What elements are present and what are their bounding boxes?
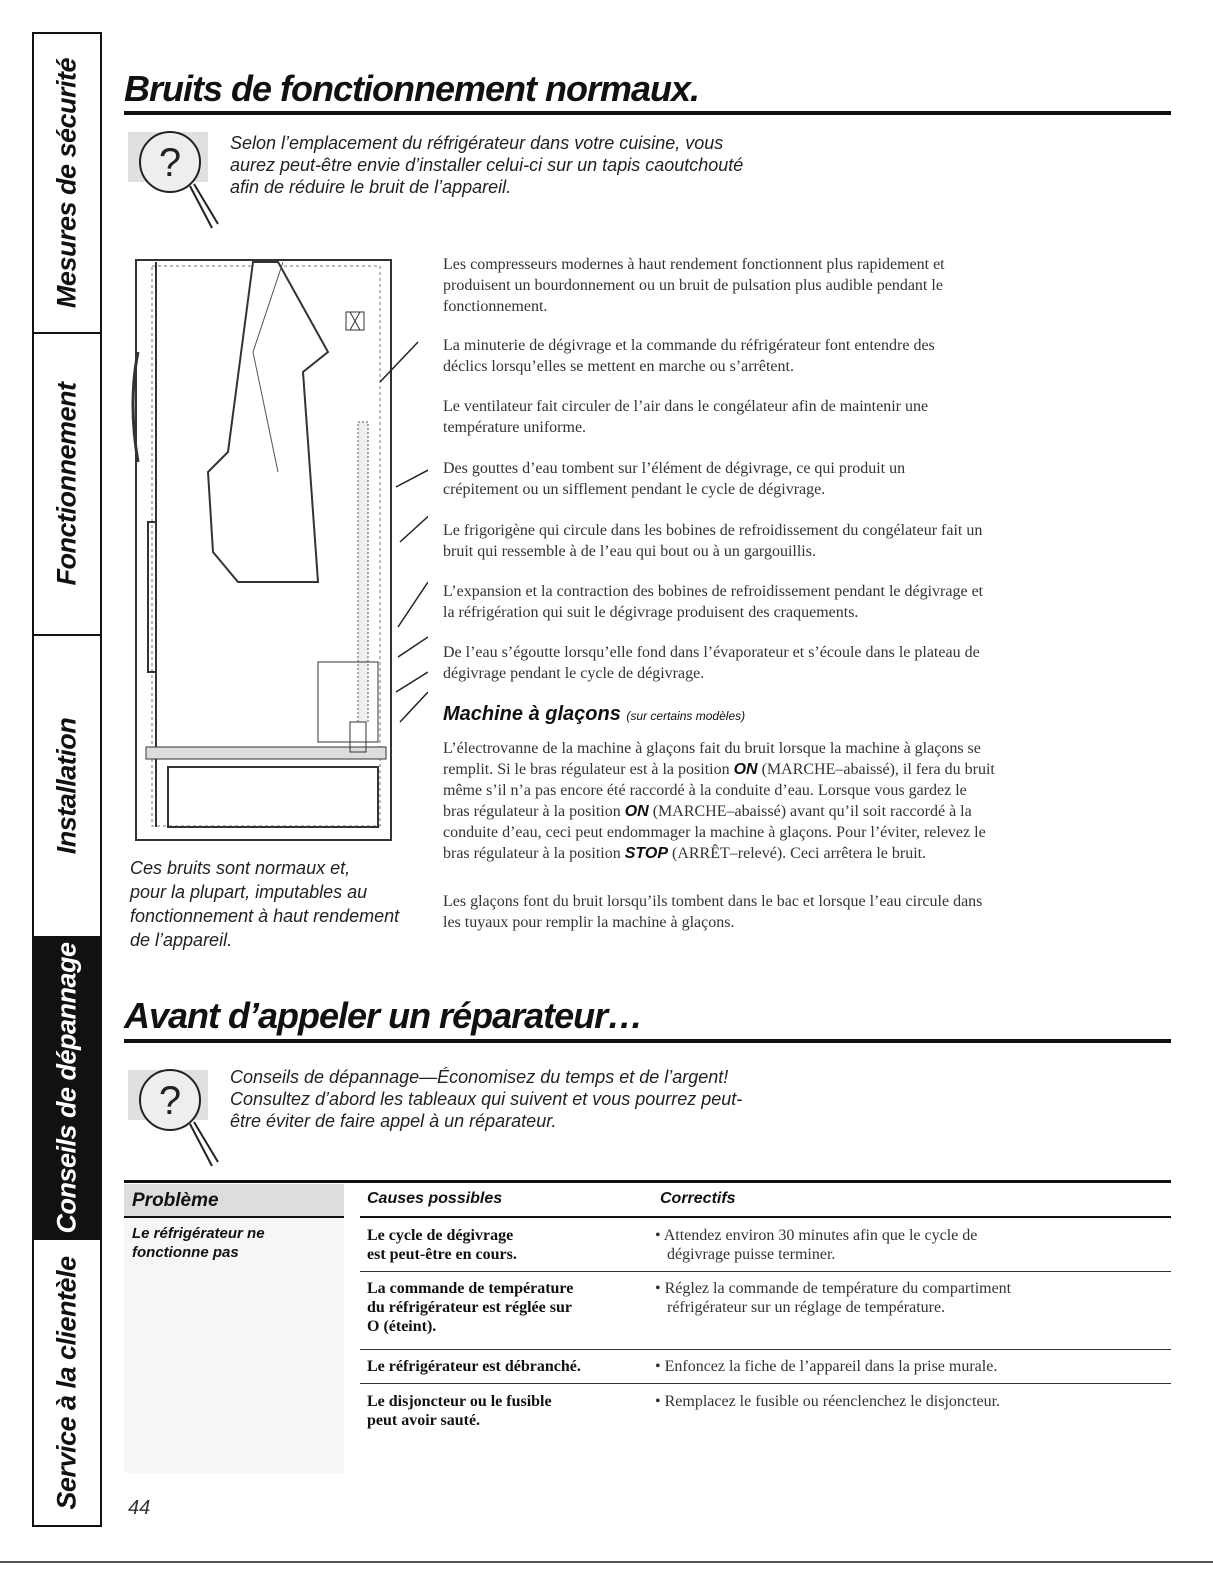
note-line bbox=[443, 843, 1143, 864]
note-line: Des gouttes d’eau tombent sur l’élément de dégivrage, ce qui produit un bbox=[443, 460, 906, 477]
note-line: crépitement ou un sifflement pendant le cycle de dégivrage. bbox=[443, 481, 826, 498]
caption-line: de l’appareil. bbox=[130, 930, 233, 950]
question-mark-icon bbox=[128, 124, 228, 234]
section-title-bruits: Bruits de fonctionnement normaux. bbox=[124, 68, 700, 109]
note-line: Les glaçons font du bruit lorsqu’ils tombent dans le bac et lorsque l’eau circule dans bbox=[443, 893, 983, 910]
footer-rule bbox=[0, 1561, 1213, 1563]
stop-label: STOP bbox=[624, 845, 668, 862]
row-rule bbox=[360, 1383, 1171, 1384]
tab-conseils-de-depannage[interactable] bbox=[34, 938, 100, 1240]
svg-text:?: ? bbox=[158, 1079, 182, 1123]
tab-label: Fonctionnement bbox=[51, 382, 82, 586]
note-line: la réfrigération qui suit le dégivrage produisent des craquements. bbox=[443, 604, 859, 621]
cause-row-1 bbox=[367, 1226, 517, 1264]
note-gouttes bbox=[443, 458, 1143, 500]
tab-mesures-de-securite[interactable] bbox=[34, 34, 100, 334]
fix-line: • Réglez la commande de température du compartiment bbox=[655, 1280, 1012, 1297]
illustration-caption bbox=[130, 856, 399, 952]
note-line: déclics lorsqu’elles se mettent en marche ou s’arrêtent. bbox=[443, 358, 794, 375]
ice-heading-text: Machine à glaçons bbox=[443, 703, 621, 725]
fix-line: • Enfoncez la fiche de l’appareil dans la prise murale. bbox=[655, 1358, 998, 1375]
tab-installation[interactable] bbox=[34, 636, 100, 938]
fix-row-3 bbox=[655, 1357, 1155, 1376]
note-line: Le ventilateur fait circuler de l’air dans le congélateur afin de maintenir une bbox=[443, 398, 929, 415]
note-line: les tuyaux pour remplir la machine à glaçons. bbox=[443, 914, 735, 931]
cause-row-3 bbox=[367, 1357, 581, 1376]
fix-line: • Remplacez le fusible ou réenclenchez le disjoncteur. bbox=[655, 1393, 1001, 1410]
text: bras régulateur à la position bbox=[443, 845, 625, 862]
fix-line: • Attendez environ 30 minutes afin que le cycle de bbox=[655, 1227, 978, 1244]
note-line: dégivrage pendant le cycle de dégivrage. bbox=[443, 665, 705, 682]
ice-heading-note: (sur certains modèles) bbox=[626, 709, 746, 723]
refrigerator-illustration bbox=[128, 252, 428, 852]
cause-line: O (éteint). bbox=[367, 1318, 437, 1335]
note-line: fonctionnement. bbox=[443, 298, 548, 315]
svg-text:?: ? bbox=[158, 141, 182, 185]
problem-line: Le réfrigérateur ne bbox=[132, 1225, 265, 1242]
note-line bbox=[443, 759, 1143, 780]
cause-line: est peut-être en cours. bbox=[367, 1246, 517, 1263]
note-expansion bbox=[443, 581, 1143, 623]
header-problem bbox=[124, 1184, 344, 1218]
cause-line: La commande de température bbox=[367, 1280, 574, 1297]
note-minuterie bbox=[443, 335, 1143, 377]
header-fixes: Correctifs bbox=[660, 1190, 736, 1207]
tab-label: Conseils de dépannage bbox=[51, 942, 82, 1234]
fix-line: réfrigérateur sur un réglage de température. bbox=[667, 1299, 946, 1316]
note-line: produisent un bourdonnement ou un bruit de pulsation plus audible pendant le bbox=[443, 277, 943, 294]
caption-line: Ces bruits sont normaux et, bbox=[130, 858, 351, 878]
text: remplit. Si le bras régulateur est à la position bbox=[443, 761, 734, 778]
side-tabs bbox=[32, 32, 102, 1527]
cause-line: du réfrigérateur est réglée sur bbox=[367, 1299, 572, 1316]
intro-line: aurez peut-être envie d’installer celui-ci sur un tapis caoutchouté bbox=[230, 155, 744, 175]
fix-row-1 bbox=[655, 1226, 1155, 1264]
intro-text-1 bbox=[230, 132, 830, 198]
section-title-avant: Avant d’appeler un réparateur… bbox=[124, 995, 643, 1036]
fix-line: dégivrage puisse terminer. bbox=[667, 1246, 836, 1263]
note-line: même s’il n’a pas encore été raccordé à la conduite d’eau. Lorsque vous gardez le bbox=[443, 782, 967, 799]
problem-text bbox=[132, 1224, 265, 1262]
intro-line: Conseils de dépannage—Économisez du temps et de l’argent! bbox=[230, 1067, 729, 1087]
tab-label: Installation bbox=[51, 717, 82, 855]
header-rule bbox=[360, 1216, 1171, 1218]
note-line: conduite d’eau, ceci peut endommager la machine à glaçons. Pour l’éviter, relevez le bbox=[443, 824, 986, 841]
page-number: 44 bbox=[128, 1497, 151, 1519]
on-label: ON bbox=[733, 761, 758, 778]
text: (ARRÊT–relevé). Ceci arrêtera le bruit. bbox=[668, 845, 927, 862]
section-rule bbox=[124, 1039, 1171, 1043]
cause-row-2 bbox=[367, 1279, 573, 1336]
note-compresseurs bbox=[443, 254, 1143, 317]
intro-text-2 bbox=[230, 1066, 830, 1132]
note-line: bruit qui ressemble à de l’eau qui bout ou à un gargouillis. bbox=[443, 543, 816, 560]
note-line bbox=[443, 801, 1143, 822]
caption-line: fonctionnement à haut rendement bbox=[130, 906, 400, 926]
ice-paragraph-2 bbox=[443, 891, 1143, 933]
cause-line: Le réfrigérateur est débranché. bbox=[367, 1358, 581, 1375]
caption-line: pour la plupart, imputables au bbox=[130, 882, 368, 902]
text: (MARCHE–abaissé), il fera du bruit bbox=[757, 761, 995, 778]
text: (MARCHE–abaissé) avant qu’il soit raccordé à la bbox=[648, 803, 972, 820]
tab-service-a-la-clientele[interactable] bbox=[34, 1240, 100, 1525]
question-mark-icon bbox=[128, 1062, 228, 1172]
row-rule bbox=[360, 1271, 1171, 1272]
header-problem-label: Problème bbox=[132, 1190, 219, 1211]
tab-fonctionnement[interactable] bbox=[34, 334, 100, 636]
ice-paragraph-1 bbox=[443, 738, 1143, 864]
text: bras régulateur à la position bbox=[443, 803, 625, 820]
note-line: température uniforme. bbox=[443, 419, 587, 436]
row-rule bbox=[360, 1349, 1171, 1350]
note-line: Les compresseurs modernes à haut rendement fonctionnent plus rapidement et bbox=[443, 256, 945, 273]
tab-label: Service à la clientèle bbox=[51, 1255, 82, 1510]
note-frigorigene bbox=[443, 520, 1143, 562]
header-causes: Causes possibles bbox=[367, 1190, 503, 1207]
cause-line: peut avoir sauté. bbox=[367, 1412, 481, 1429]
on-label: ON bbox=[624, 803, 649, 820]
table-top-rule bbox=[124, 1180, 1171, 1183]
note-line: L’expansion et la contraction des bobines de refroidissement pendant le dégivrage et bbox=[443, 583, 984, 600]
section-rule bbox=[124, 111, 1171, 115]
intro-line: Consultez d’abord les tableaux qui suivent et vous pourrez peut- bbox=[230, 1089, 743, 1109]
problem-line: fonctionne pas bbox=[132, 1244, 239, 1261]
cause-line: Le cycle de dégivrage bbox=[367, 1227, 514, 1244]
tab-label: Mesures de sécurité bbox=[51, 57, 82, 309]
intro-line: afin de réduire le bruit de l’appareil. bbox=[230, 177, 512, 197]
fix-row-4 bbox=[655, 1392, 1155, 1411]
note-line: La minuterie de dégivrage et la commande du réfrigérateur font entendre des bbox=[443, 337, 935, 354]
note-egoutte bbox=[443, 642, 1143, 684]
note-ventilateur bbox=[443, 396, 1143, 438]
intro-line: être éviter de faire appel à un réparateur. bbox=[230, 1111, 557, 1131]
note-line: L’électrovanne de la machine à glaçons fait du bruit lorsque la machine à glaçons se bbox=[443, 740, 981, 757]
intro-line: Selon l’emplacement du réfrigérateur dans votre cuisine, vous bbox=[230, 133, 724, 153]
note-line: De l’eau s’égoutte lorsqu’elle fond dans l’évaporateur et s’écoule dans le plateau de bbox=[443, 644, 980, 661]
cause-row-4 bbox=[367, 1392, 552, 1430]
ice-maker-heading bbox=[443, 703, 745, 726]
note-line: Le frigorigène qui circule dans les bobines de refroidissement du congélateur fait un bbox=[443, 522, 983, 539]
cause-line: Le disjoncteur ou le fusible bbox=[367, 1393, 552, 1410]
fix-row-2 bbox=[655, 1279, 1155, 1317]
